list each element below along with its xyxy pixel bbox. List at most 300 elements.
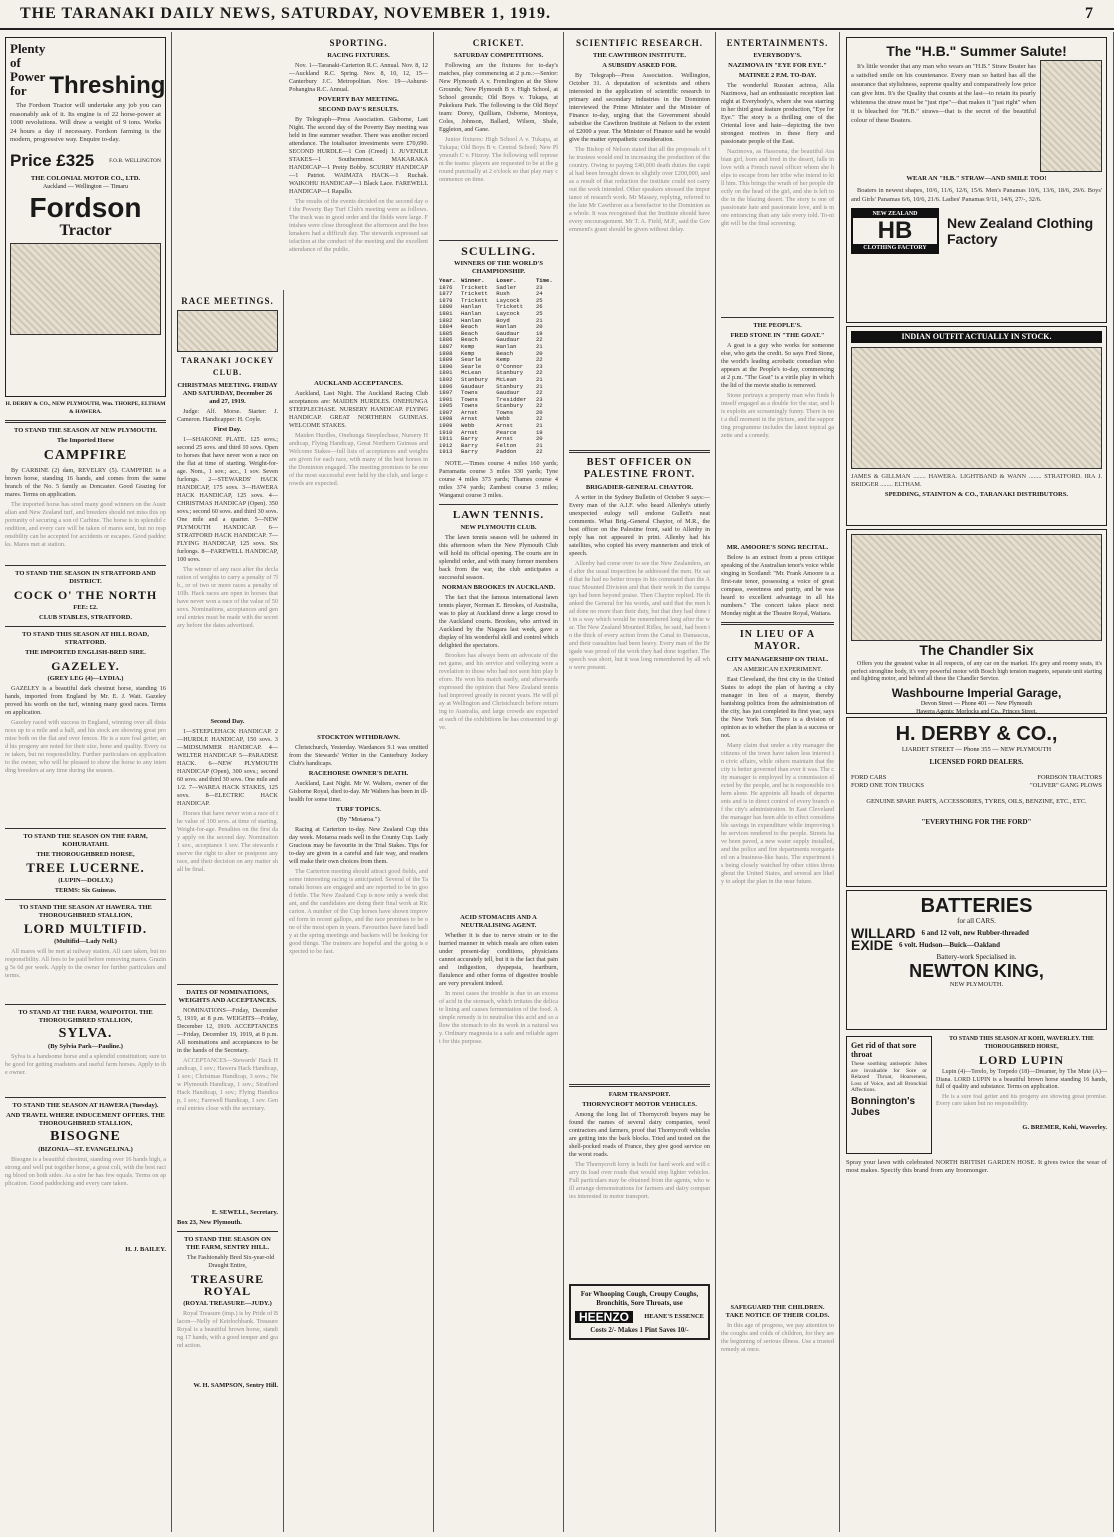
lupin-stand: TO STAND THIS SEASON AT KOHI, WAVERLEY. THE THOROUGHBRED HORSE, [949,1036,1094,1050]
sylva-sub: (By Sylvia Park—Pauline.) [48,1043,123,1050]
sculling-heading: SCULLING. [461,244,536,258]
table-cell: Stanbury [496,369,524,377]
cough-heading: For Whooping Cough, Croupy Coughs, Bronchitis, Sore Throats, use [580,1290,699,1307]
dates-heading: DATES OF NOMINATIONS, WEIGHTS AND ACCEPTANCES. [178,989,277,1004]
turf-text: Racing at Carterton to-day. New Zealand Cup this day week. Motaroa reads well in the County Cup. Lady Gracious may be favourite in the Trial Stakes. Tips for to-day are given in a careful and fair way, and readers will make their own choices from them. [289,826,428,865]
science-heading: SCIENTIFIC RESEARCH. [575,38,704,48]
second-day: Second Day. [210,718,245,725]
races-day-2: 1—STEEPLEHACK HANDICAP. 2—HURDLE HANDICAP, 150 sovs. 3—MIDSUMMER HANDICAP. 4—WELTER HANDICAP. 5—PARADISE HACK. 6—NEW PLYMOUTH HANDICAP (Open), 300 sovs.; second 60 sovs. and third 30 sovs. One mile and 1/2. 7—WAREA HACK STAKES, 125 sovs. 8—ELECTRIC HACK HANDICAP. [177,728,278,807]
divider [5,565,166,566]
chandler-title: The Chandler Six [919,642,1034,658]
science-text: By Telegraph—Press Association. Wellington, October 31. A deputation of scientists and others interested in the application of scientific research to primary and secondary industries in the Dominion interviewed the Prime Minister and the Minister of Finance to-day, urging that the Government should subsidise the Cawthron Institute at Nelson to the extent of £2000 a year. The Minister of Finance said he would give the matter sympathetic consideration. [569,72,710,143]
filler-text: In most cases the trouble is due to an excess of acid in the stomach, which irritates the delicate lining and causes fermentation of the food. A simple remedy is to neutralise this acid and so allow the stomach to do its work in a natural way. Ordinary magnesia is a safe and reliable agent for this purpose. [439,990,558,1046]
fordson-ad [5,37,166,397]
table-cell: 1901 [439,395,453,403]
bottom-ads [846,1033,1107,1157]
filler-text: Bisogne is a beautiful chestnut, standing over 16 hands high, a strong and well put together horse, a great colt, with the best racing blood on both sides. As a sire he has few equals. Terms on application. Good paddocking and every care taken. [5,1156,166,1187]
table-cell: 21 [535,316,543,324]
filler-text: The imported horse has sired many good winners on the Australian and New Zealand turf, and breeders should not miss this opportunity of securing a son of Carbine. The horse is in splendid condition, and every care will be taken of mares sent, but no responsibility can be accepted for accidents or escapes. Good paddocks. Mares met at station. [5,501,166,548]
table-cell: Barry [461,441,478,449]
hb-title: The "H.B." Summer Salute! [886,43,1067,59]
city-heading: CITY MANAGERSHIP ON TRIAL. [726,656,829,663]
horse-race-illustration [177,310,278,352]
ad-title-2: Power for [10,69,46,98]
table-cell: Gaudaur [496,329,520,337]
table-cell: Stanbury [496,382,524,390]
derby-title: H. DERBY & CO., [895,723,1058,745]
table-cell: Beach [461,323,478,331]
chaytor-text: A writer in the Sydney Bulletin of October 9 says:— Every man of the A.I.F. who heard Allenby's utterly unexpected eulogy will endorse Gullett's neat comments. What Brig.-General Chaytor, of M.R., the best officer on the Palestine front, said to Allenby in reply has not appeared in print. Allenby had his satellites, who copied his every mannerism and trick of speech. [569,494,710,557]
filler-text: The winner of any race after the declaration of weights to carry a penalty of 7lb., or of two or more races a penalty of 10lb. Hack races are open to horses that have never won a race of the value of 50 sovs. Nominations, acceptances and general entries must be made with the secretary before the dates advertised. [177,566,278,629]
cock-fee: FEE: £2. [73,604,98,611]
ent-text: The wonderful Russian actress, Alla Nazimova, had an enthusiastic reception last night at Everybody's, where she was starring in her third great feature production, "Eye for Eye." The story is a thrilling one of the Oriental love and hate—depicting the two strongest motives in these fiery and passionate people of the East. [721,82,834,145]
fred-text: A goat is a guy who works for someone else, who gets the credit. So says Fred Stone, the world's leading acrobatic comedian who appears at the People's to-day, commencing at 2 p.m. "The Goat" is a virile play in which the lid of the movie studio is removed. [721,342,834,389]
hb-right: New Zealand Clothing Factory [947,215,1094,247]
mayor-text: East Cleveland, the first city in the United States to adopt the plan of having a city manager in lieu of a mayor, thereby banishing politics from the administration of the city, has just completed its first year, says the New York Sun. There is a division of opinion as to whether the plan is a success or not. [721,676,834,739]
column-5 [564,32,716,1532]
winners-heading: WINNERS OF THE WORLD'S CHAMPIONSHIP. [454,260,543,275]
lord-sub: (Multifid—Lady Nell.) [54,938,117,945]
table-cell: 1881 [439,309,453,317]
farm-text: Among the long list of Thornycroft buyers may be found the names of several dairy companies, wool contractors and farmers, proof that Thornycroft vehicles are getting into the back blocks. Tried and tested on the shell-pocked roads of France, they give good service on the worst roads. [569,1111,710,1158]
stand-treasure: TO STAND THE SEASON ON THE FARM, SENTRY HILL. [184,1236,271,1251]
table-cell: Paddon [496,448,517,456]
table-cell: 1882 [439,316,453,324]
exide-text: 6 volt. Hudson—Buick—Oakland [899,941,1000,949]
ad-fob: F.O.B. WELLINGTON [109,157,161,164]
table-cell: Trickett [496,303,524,311]
amoore-text: Below is an extract from a press critique speaking of the Australian tenor's voice while singing in Scotland: "Mr. Frank Amoore is a first-rate tenor, possessing a voice of great compass, sweetness and purity, and he was heard to excellent advantage in all his numbers." The concert takes place next Monday night at the Theatre Royal, Waitara. [721,554,834,617]
fixtures-text: Nov. 1—Taranaki-Carterton R.C. Annual. Nov. 8, 12—Auckland R.C. Spring. Nov. 8, 10, 12, 15—Canterbury J.C. Metropolitan. Nov. 19—Ashurst-Pohangina R.C. Annual. [289,62,428,93]
lupin-title: LORD LUPIN [978,1053,1064,1067]
table-header-cell: Loser. [496,277,517,284]
heenzo-sub: HEANE'S ESSENCE [644,1313,704,1320]
derby-r2: "OLIVER" GANG PLOWS [1030,782,1102,789]
table-cell: 1877 [439,290,453,298]
lupin-sign: G. BREMER, Kohi, Waverley. [1022,1123,1107,1131]
table-cell: 1891 [439,369,453,377]
washbourne: Washbourne Imperial Garage, [891,685,1062,700]
table-header-cell: Winner. [461,277,485,284]
table-cell: 21 [535,342,543,350]
table-cell: 20 [535,349,543,357]
table-cell: 22 [535,336,543,344]
derby-ad [846,717,1107,887]
table-cell: Barry [461,448,478,456]
ad-brand-2: Tractor [59,221,112,239]
table-cell: 1892 [439,375,453,383]
table-cell: Towns [461,402,478,410]
poverty-heading: POVERTY BAY MEETING. [318,96,399,103]
ent-heading: ENTERTAINMENTS. [726,38,829,48]
peoples-heading: THE PEOPLE'S. [753,322,802,329]
table-cell: 24 [535,290,543,298]
table-cell: 21 [535,441,543,449]
bonnington: Bonnington's Jubes [851,1095,916,1118]
column-4 [434,32,564,1532]
table-cell: Kemp [461,349,475,357]
filler-text: All mares will be met at railway station. All care taken, but no responsibility. All fees to be paid before removing mares. Grazing 5s 6d per week. Apply to the owner for further particulars and terms. [5,948,166,979]
cricket-heading: CRICKET. [472,38,525,48]
table-cell: O'Connor [496,362,524,370]
filler-text: Royal Treasure (imp.) is by Pride of Blacon—Nelly of Keirlochbank. Treasure Royal is a beautiful brown horse, standing 17 hands, with a good temper and grand action. [177,1310,278,1349]
filler-text: The Bishop of Nelson stated that all the proposals of the trustees would end in increasing the production of the country. Owing to paying £40,000 death duties the capital had been brought down to slightly over £200,000, and as a result of that reduction the institute could not carry out the work intended. Other speakers stressed the importance of research work. Mr Massey, replying, referred to the late Mr Cawthron as a benefactor to the Dominion as a whole. It was recognised that the Institute should have every encouragement. Mr T. A. Field, M.P., said the Government's grant should be given without delay. [569,146,710,233]
throat-text: These soothing antiseptic Jubes are invaluable for Sore or Relaxed Throat, Hoarseness, Loss of Voice, and all Bronchial Affections. [851,1061,927,1093]
table-cell: Hanlan [496,342,517,350]
batteries-title: BATTERIES [920,895,1033,917]
table-cell: 25 [535,309,543,317]
sylva-title: SYLVA. [58,1026,113,1041]
stand-tree: TO STAND THE SEASON ON THE FARM, KOHURATAHI. [23,833,148,848]
club-title: TARANAKI JOCKEY CLUB. [180,356,275,377]
racing-fixtures-heading: RACING FIXTURES. [327,52,390,59]
cock-title: COCK O' THE NORTH [13,588,158,602]
table-cell: 1885 [439,329,453,337]
derby-tag: "EVERYTHING FOR THE FORD" [921,818,1032,826]
heenzo-logo: HEENZO [575,1311,633,1323]
hb-prices: Boaters in newest shapes, 10/6, 11/6, 12/6, 15/6. Men's Panamas 10/6, 13/6, 18/6, 29/6. Boys' and Girls' Panamas 6/6, 10/6, 21/6. Ladies' Panamas 9/11, 14/6, 27/-, 32/6. [851,187,1102,203]
table-header-cell: Year. [439,277,456,284]
table-cell: 1912 [439,441,453,449]
divider [5,626,166,627]
table-cell: 23 [535,362,543,370]
jubes-ad [846,1036,932,1154]
thorny-heading: THORNYCROFT MOTOR VEHICLES. [582,1101,697,1108]
derby-r1: FORDSON TRACTORS [1037,774,1102,781]
gazeley-title: GAZELEY. [51,659,120,673]
filler-text: Brookes has always been an advocate of the net game, and his service and volleying were a revelation to those who had not seen him play before. He won his match easily, and afterwards expressed the opinion that New Zealand tennis had improved greatly in recent years. He will play at Wellington and Christchurch before returning to Australia, and large crowds are expected at each of the exhibitions he has consented to give. [439,652,558,732]
gazeley-text: GAZELEY is a beautiful dark chestnut horse, standing 16 hands, imported from England by Mr. E. J. Watt. Gazeley proved his worth on the turf, winning many good races. Terms on application. [5,685,166,716]
table-cell: Gaudaur [496,336,520,344]
masthead [0,0,1114,30]
table-cell: 1889 [439,356,453,364]
derby-parts: GENUINE SPARE PARTS, ACCESSORIES, TYRES, OILS, BENZINE, ETC., ETC. [866,798,1087,805]
column-6 [716,32,840,1532]
table-cell: 1887 [439,342,453,350]
acid-text: Whether it is due to nerve strain or to the hurried manner in which meals are often eaten under present-day conditions, physicians cannot accurately tell, but it is the fact that pain and indigestion, dyspepsia, heartburn, flatulence and other forms of digestive trouble are very prevalent indeed. [439,932,558,988]
table-cell: Towns [461,389,478,397]
sculling-note: NOTE.—Times course 4 miles 160 yards; Parramatta course 3 miles 330 yards; Tyne course 4 miles 373 yards; Thames course 4 miles 374 yards; Zambesi course 3 miles; Wanganui course 3 miles. [439,460,558,500]
page-number: 7 [1085,5,1094,22]
tree-sub: (LUPIN—DOLLY.) [58,877,113,884]
table-cell: 1897 [439,389,453,397]
table-cell: 22 [535,415,543,423]
table-cell: Arnst [496,435,514,443]
spray-text: Spray your lawn with celebrated NORTH BRITISH GARDEN HOSE. It gives twice the wear of most makes. Specify this brand from any Ironmonger. [846,1159,1107,1174]
nazimova-heading: NAZIMOVA IN "EYE FOR EYE." [728,62,827,69]
column-7 [840,32,1114,1532]
divider [5,1004,166,1005]
treasure-sub: (ROYAL TREASURE—JUDY.) [183,1300,272,1307]
cock-apply: CLUB STABLES, STRATFORD. [39,614,132,621]
hb-logo-nz: NEW ZEALAND [853,210,937,218]
stand-tree-sub: THE THOROUGHBRED HORSE, [36,851,135,858]
stockton-heading: STOCKTON WITHDRAWN. [317,734,400,741]
heenzo-price: Costs 2/- Makes 1 Pint Saves 10/- [590,1326,689,1334]
filler-text: Stone portrays a property man who finds himself engaged as a double for the star, and his exploits are screamingly funny. There is not a dull moment in the picture, and the supporting programme includes the latest topical gazette and a comedy. [721,392,834,439]
acceptances-text: Auckland, Last Night. The Auckland Racing Club acceptances are: MAIDEN HURDLES. ONEHUNGA STEEPLECHASE. NURSERY HANDICAP. FLYING HANDICAP. GREAT NORTHERN GUINEAS. WELCOME STAKES. [289,390,428,429]
indian-agents: JAMES & GILLMAN ........ HAWERA. LIGHTBAND & WANN ........ STRATFORD. IRA J. BRIDGER ........ ELTHAM. [851,473,1102,488]
everybody-heading: EVERYBODY'S. [753,52,802,59]
farm-heading: FARM TRANSPORT. [608,1091,671,1098]
races-day-1: 1—SHAKONE PLATE. 125 sovs.; second 25 sovs. and third 10 sovs. Open to horses that have never won a race on the flat at time of starting. Weight-for-age. Nom., 1 sov.; acc., 1 sov. Seven furlongs. 2—STEWARDS' HACK HANDICAP, 175 sovs. 3—HAWERA HACK HANDICAP, 125 sovs. 4—CHRISTMAS HANDICAP (Open). 350 sovs.; second 60 sovs. and third 30 sovs. One mile and a quarter. 5—NEW PLYMOUTH HANDICAP. 6—STRATFORD HACK HANDICAP. 7—FLYING HANDICAP, 125 sovs. Six furlongs. 8—FAREWELL HANDICAP, 100 sovs. [177,436,278,563]
table-cell: Towns [461,395,478,403]
table-cell: Hanlan [461,316,482,324]
derby-lic: LICENSED FORD DEALERS. [929,758,1024,766]
secretary: E. SEWELL, Secretary. [211,1209,278,1216]
hb-smile: WEAR AN "H.B." STRAW—AND SMILE TOO! [906,175,1047,182]
table-cell: Searle [461,362,482,370]
ad-text: The Fordson Tractor will undertake any job you can reasonably ask of it. Its engine is of 22 horse-power at 1000 revolutions. Will draw a weight of 9 tons. Works 24 hours a day if necessary. Fordson farming is the modern, progressive way. Enquire to-day. [10,102,161,143]
table-cell: Kemp [461,342,475,350]
table-cell: Pearce [496,428,517,436]
table-cell: Beach [461,329,478,337]
box: Box 23, New Plymouth. [177,1219,242,1226]
cawthron-heading: THE CAWTHRON INSTITUTE. [592,52,686,59]
divider [5,899,166,900]
stand-campfire: TO STAND THE SEASON AT NEW PLYMOUTH. [14,427,157,434]
table-cell: Sadler [496,283,517,291]
filler-text: Horses that have never won a race of the value of 100 sovs. at time of starting. Weight-for-age. Penalties on the first day apply on the second day. Nomination 1 sov., acceptance 1 sov. The stewards reserve the right to alter or postpone any race, and their decision on any matter shall be final. [177,810,278,873]
table-cell: Webb [461,422,475,430]
hb-logo-letters: HB [877,217,913,244]
filler-text: He is a sure foal getter and his progeny are showing great promise. Every care taken but no responsibility. [936,1093,1107,1107]
batteries-ad [846,890,1107,1030]
bisogne-sign: H. J. BAILEY. [125,1246,166,1253]
amoore-heading: MR. AMOORE'S SONG RECITAL. [726,544,829,551]
winners-table [439,278,558,456]
table-cell: Gaudaur [461,382,485,390]
chaytor-heading: BRIGADIER-GENERAL CHAYTOR. [585,484,694,491]
lawn-text: The lawn tennis season will be ushered in this afternoon when the New Plymouth Club will hold its official opening. The courts are in splendid order, and with many former members back from the war, the club anticipates a successful season. [439,534,558,582]
table-cell: 23 [535,283,543,291]
table-cell: Trickett [461,290,488,298]
derby-l2: FORD ONE TON TRUCKS [851,782,924,789]
indian-ad [846,326,1107,526]
table-cell: Laycock [496,296,520,304]
filler-text: The Thornycroft lorry is built for hard work and will carry its load over roads that would stop lighter vehicles. Full particulars may be obtained from the agents, who will arrange demonstrations for farmers and dairy companies interested in motor transport. [569,1161,710,1200]
table-cell: 19 [535,329,543,337]
table-cell: Hanlan [461,309,482,317]
table-cell: Beach [496,349,514,357]
throat-heading: Get rid of that sore throat [851,1041,917,1059]
treasure-pre: The Fashionably Bred Six-year-old Draught Entire, [186,1254,275,1269]
newton-place: NEW PLYMOUTH. [949,981,1004,988]
table-cell: 22 [535,402,543,410]
chandler-text: Offers you the greatest value in all respects, of any car on the market. It's grey and roomy seats, it's perfect strongline body, it's very powerful motor with Bosch high tension magneto, separate unit starting and lighting motor, and behind all these the Chandler Service. [851,661,1102,682]
divider [177,1231,278,1232]
table-cell: Laycock [496,309,520,317]
lawn-heading: LAWN TENNIS. [452,509,545,522]
table-cell: Kemp [496,356,510,364]
ad-title-1: Plenty of [10,41,46,70]
divider [5,1097,166,1098]
newton: NEWTON KING, [909,961,1044,981]
divider [721,622,834,625]
tractor-illustration [10,243,161,335]
table-cell: 26 [535,303,543,311]
wash-agents: Hawera Agents: Morlocks and Co., Princes Street. [916,708,1037,715]
table-cell: Barry [461,435,478,443]
table-cell: Arnst [461,415,478,423]
filler-text: In this age of progress, we pay attention to the coughs and colds of children, for they are the beginning of serious illness. Use a trusted remedy at once. [721,1322,834,1353]
subsidy-heading: A SUBSIDY ASKED FOR. [602,62,677,69]
column-3 [284,32,434,1532]
stand-campfire-sub: The Imported Horse [56,437,115,444]
indian-dist: SPEDDING, STAINTON & CO., TARANAKI DISTRIBUTORS. [884,491,1069,498]
divider [569,450,710,453]
table-cell: McLean [496,375,517,383]
table-cell: Felton [496,441,517,449]
filler-text: Many claim that under a city manager the citizens of the town have taken less interest in civic affairs, while others maintain that the city is better governed than ever it was. The city manager is employed by a commission elected by the people, and he is responsible to them alone. He appoints all heads of departments and is in direct control of every branch of the city's administration. In East Cleveland the manager has been able to effect considerable savings in expenditure while improving the services rendered to the people. Streets have been paved, a new water supply installed, and the police and fire departments reorganised on a business-like basis. The experiment is being closely watched by other cities throughout the United States, and several are likely to adopt the plan in the near future. [721,742,834,885]
derby-l1: FORD CARS [851,774,887,781]
divider [569,1084,710,1087]
fordson-footer: H. DERBY & CO., NEW PLYMOUTH, Wm. THORPE, ELTHAM & HAWERA. [5,401,166,415]
children-heading: SAFEGUARD THE CHILDREN. TAKE NOTICE OF THEIR COLDS. [725,1304,830,1319]
stockton-text: Christchurch, Yesterday. Wardances 9.1 was omitted from the Stewards' Writer in the Canterbury Jockey Club's handicaps. [289,744,428,767]
ad-big-title: Threshing [49,72,166,99]
derby-addr: LIARDET STREET — Phone 355 — NEW PLYMOUTH [901,746,1052,753]
best-heading: BEST OFFICER ON PALESTINE FRONT. [583,457,696,480]
brookes-text: The fact that the famous international lawn tennis player, Norman E. Brookes, of Australia, was to play at Auckland drew a large crowd to the Auckland courts. Brookes, who arrived in Auckland by the Niagara last week, gave a display of his wonderful skill and control which delighted the spectators. [439,594,558,650]
table-cell: 1879 [439,296,453,304]
table-header-cell: Time. [535,277,553,284]
table-cell: Arnst [461,428,478,436]
stand-gazeley: TO STAND THIS SEASON AT HILL ROAD, STRATFORD. [22,631,149,646]
table-cell: 25 [535,296,543,304]
second-day-heading: SECOND DAY'S RESULTS. [318,106,399,113]
willard-text: 6 and 12 volt, new Rubber-threaded [921,929,1029,937]
table-cell: Boyd [496,316,510,324]
table-cell: Trickett [461,283,488,291]
stand-sylva: TO STAND AT THE FARM, WAIPOITOI. THE THOROUGHBRED STALLION, [18,1009,153,1024]
owner-heading: RACEHORSE OWNER'S DEATH. [308,770,409,777]
table-cell: 21 [535,375,543,383]
results-text: By Telegraph—Press Association. Gisborne, Last Night. The second day of the Poverty Bay meeting was held in fine summer weather. There was another record attendance. The totalisator investments were £70,690. SECOND HURDLE—1 Con (Creed) 1. JUVENILE STAKES—1 Southernmost. MAKARAKA HANDICAP—1 Pretty Bobby. SCURRY HANDICAP—1 Patriot. WAIMATA HACK—1 Ruchak. WAIKOHU HANDICAP—1 Black Lace. FAREWELL HANDICAP—1 Rapallo. [289,116,428,195]
table-cell: 22 [535,356,543,364]
filler-text: Junior fixtures: High School A v. Tukapa, at Tukapa; Old Boys B v. Central School; New Plymouth C v. Fitzroy. The following will represent the teams: players are requested to be at the ground punctually at 2 o'clock so that play may commence on time. [439,136,558,183]
divider [177,984,278,985]
saturday-heading: SATURDAY COMPETITIONS. [453,52,544,59]
stand-gazeley-sub: THE IMPORTED ENGLISH-BRED SIRE. [25,649,146,656]
table-cell: 22 [535,369,543,377]
divider [5,420,166,423]
acceptances-heading: AUCKLAND ACCEPTANCES. [314,380,403,387]
column-2 [172,290,284,1532]
turf-heading: TURF TOPICS. [336,806,381,813]
bisogne-title: BISOGNE [50,1129,121,1144]
filler-text: The results of the events decided on the second day of the Poverty Bay Turf Club's meeting were as follows. The track was in good order and the fields were large. Finishes were close throughout the afternoon and the bookmakers had a difficult day. The stewards expressed satisfaction at the conduct of the meeting and the excellent attendance of the public. [289,198,428,253]
table-cell: Trickett [461,296,488,304]
table-cell: 1888 [439,349,453,357]
sporting-heading: SPORTING. [329,38,388,48]
car-illustration [851,534,1102,641]
table-cell: 20 [535,408,543,416]
filler-text: Nazimova, as Hassouna, the beautiful Arabian girl, born and bred in the desert, falls in love with a French naval officer whom she helps to escape from her tribe who intend to kill him. This brings the wrath of her people directly on the head of the girl, and she is left to die in the blazing desert. The story is one of passionate hate and passionate love, and is more entrancing than any tale every told. To-night will be the final screening. [721,148,834,227]
table-cell: Stanbury [461,375,488,383]
table-cell: 1913 [439,448,453,456]
table-cell: 1886 [439,336,453,344]
lupin-text: Lupin (4)—Terelo, by Torpedo (18)—Dreamer, by The Mute (A)—Diana. LORD LUPIN is a beautiful brown horse standing 16 hands, full of quality and substance. Terms on application. [936,1069,1107,1090]
club-heading: NEW PLYMOUTH CLUB. [460,524,537,532]
table-cell: 1896 [439,382,453,390]
stand-lord: TO STAND THE SEASON AT HAWERA. THE THOROUGHBRED STALLION, [19,904,152,919]
bisogne-sub: (BIZONIA—ST. EVANGELINA.) [38,1146,133,1153]
indian-heading: INDIAN OUTFIT ACTUALLY IN STOCK. [851,331,1102,343]
table-cell: Stanbury [496,402,524,410]
table-cell: Arnst [496,422,514,430]
hb-logo-factory: CLOTHING FACTORY [853,244,937,252]
boater-man-illustration [1040,60,1102,172]
table-cell: 1908 [439,415,453,423]
table-cell: 1880 [439,303,453,311]
for-cars: for all CARS. [957,917,996,925]
exide: EXIDE [851,937,894,953]
table-cell: 1890 [439,362,453,370]
race-meetings-heading: RACE MEETINGS. [181,296,274,306]
table-cell: 1905 [439,402,453,410]
stand-bisogne: TO STAND THE SEASON AT HAWERA (Tuesday). [12,1102,159,1109]
filler-text: ACCEPTANCES—Stewards' Hack Handicap, 1 sov.; Hawera Hack Handicap, 1 sov.; Christmas Handicap, 3 sovs.; New Plymouth Handicap, 1 sov.; Stratford Hack Handicap, 1 sov.; Flying Handicap, 1 sov.; Farewell Handicap, 1 sov. General entries close with the secretary. [177,1057,278,1112]
tree-title: TREE LUCERNE. [26,860,145,875]
hb-text: It's little wonder that any man who wears an "H.B." Straw Boater has a satisfied smile on his countenance. Every man so hatted has all the assurance that stylishness, supreme quality and comparatively low price can give him. It's the Quality that counts at the last—to retain its pearly whiteness the straw must be "just ripe"—that makes it "just right" when it is bleached for "H.B." straws—that is the secret of the beautiful colour of these Boaters. [851,63,1036,124]
table-cell: 22 [535,389,543,397]
ad-brand: Fordson [29,191,142,223]
filler-text: Gazeley raced with success in England, winning over all distances up to a mile and a half, and his stock are showing great promise both on the flat and over fences. He is a sure foal getter, and his progeny are noted for their size, bone and quality. Every care taken, but no responsibility. Further particulars on application to the owner, who will be pleased to show the horse to any intending breeders at any time during the season. [5,719,166,774]
divider [721,317,834,318]
matinee-heading: MATINEE 2 P.M. TO-DAY. [738,72,817,79]
ad-places: Auckland — Wellington — Timaru [42,183,129,190]
treasure-sign: W. H. SAMPSON, Sentry Hill. [193,1382,278,1389]
table-cell: 1909 [439,422,453,430]
cricket-text: Following are the fixtures for to-day's matches, play commencing at 2 p.m.:—Senior: New Plymouth A v. Fremlington at the Show Grounds; New Plymouth B v. High School, at School grounds; Old Boys v. Tukapa, at Pukekura Park. The following is the Old Boys' team: Dorey, Quilliam, Osborne, Montoya, Coles, Johnson, Ballard, Wilson, Shale, Eggleton, and Gane. [439,62,558,133]
lord-title: LORD MULTIFID. [23,921,148,936]
filler-text: Sylva is a handsome horse and a splendid constitution; sure to be good for getting roadsters and useful farm horses. Apply to the owner. [5,1053,166,1076]
willard: WILLARD [851,925,916,941]
table-cell: 20 [535,435,543,443]
filler-text: Allenby had come over to see the New Zealanders, and after the usual inspection he addressed the men. He said that he had no better troops in his command than the Anzac Mounted Division and that their work in the campaign had been beyond praise. Then Chaytor replied. He thanked the General for his words, and said that the men had done no more than their duty, but that they had done it in a way which would be remembered long after the war. The New Zealand Mounted Rifles, he said, had been in the thick of every action from the Canal to Damascus, and their casualties had been heavy. Every man of the Brigade was proud of the work they had done together. The speech was short, but it was long remembered by all who were present. [569,560,710,671]
table-cell: Searle [461,356,482,364]
table-cell: Beach [461,336,478,344]
meeting-title: CHRISTMAS MEETING. FRIDAY AND SATURDAY, December 26 and 27, 1919. [177,382,278,405]
table-cell: Tresidder [496,395,527,403]
lupin-ad [936,1033,1107,1157]
tree-terms: TERMS: Six Guineas. [54,887,117,894]
dates-text: NOMINATIONS—Friday, December 5, 1919, at 8 p.m. WEIGHTS—Friday, December 12, 1919. ACCEPTANCES—Friday, December 19, 1919, at 8 p.m. All nominations and acceptances to be in the hands of the Secretary. [177,1007,278,1054]
table-cell: 22 [535,448,543,456]
treasure-title: TREASURE ROYAL [190,1272,265,1298]
table-cell: Gaudaur [496,389,520,397]
owner-text: Auckland, Last Night. Mr W. Walters, owner of the Gisborne Royal, died to-day. Mr Walters has been in ill-health for some time. [289,780,428,803]
table-cell: Webb [496,415,510,423]
divider [439,504,558,505]
chandler-ad [846,529,1107,714]
table-cell: 1884 [439,323,453,331]
divider [5,828,166,829]
table-cell: 21 [535,422,543,430]
battery-spec: Battery-work Specialised in. [936,953,1017,961]
heenzo-ad [569,1284,710,1340]
officials: Judge: Alf. Morse. Starter: J. Cameron. Handicapper: H. Coyle. [177,408,278,423]
table-cell: Arnst [461,408,478,416]
table-cell: 1911 [439,435,453,443]
stand-cock: TO STAND THE SEASON IN STRATFORD AND DISTRICT. [15,570,156,585]
gazeley-sub: (GREY LEG (4)—LYDIA.) [47,675,124,682]
brookes-heading: NORMAN BROOKES IN AUCKLAND. [441,584,556,592]
motorcycle-illustration [851,347,1102,469]
table-cell: 23 [535,395,543,403]
table-cell: Towns [496,408,514,416]
